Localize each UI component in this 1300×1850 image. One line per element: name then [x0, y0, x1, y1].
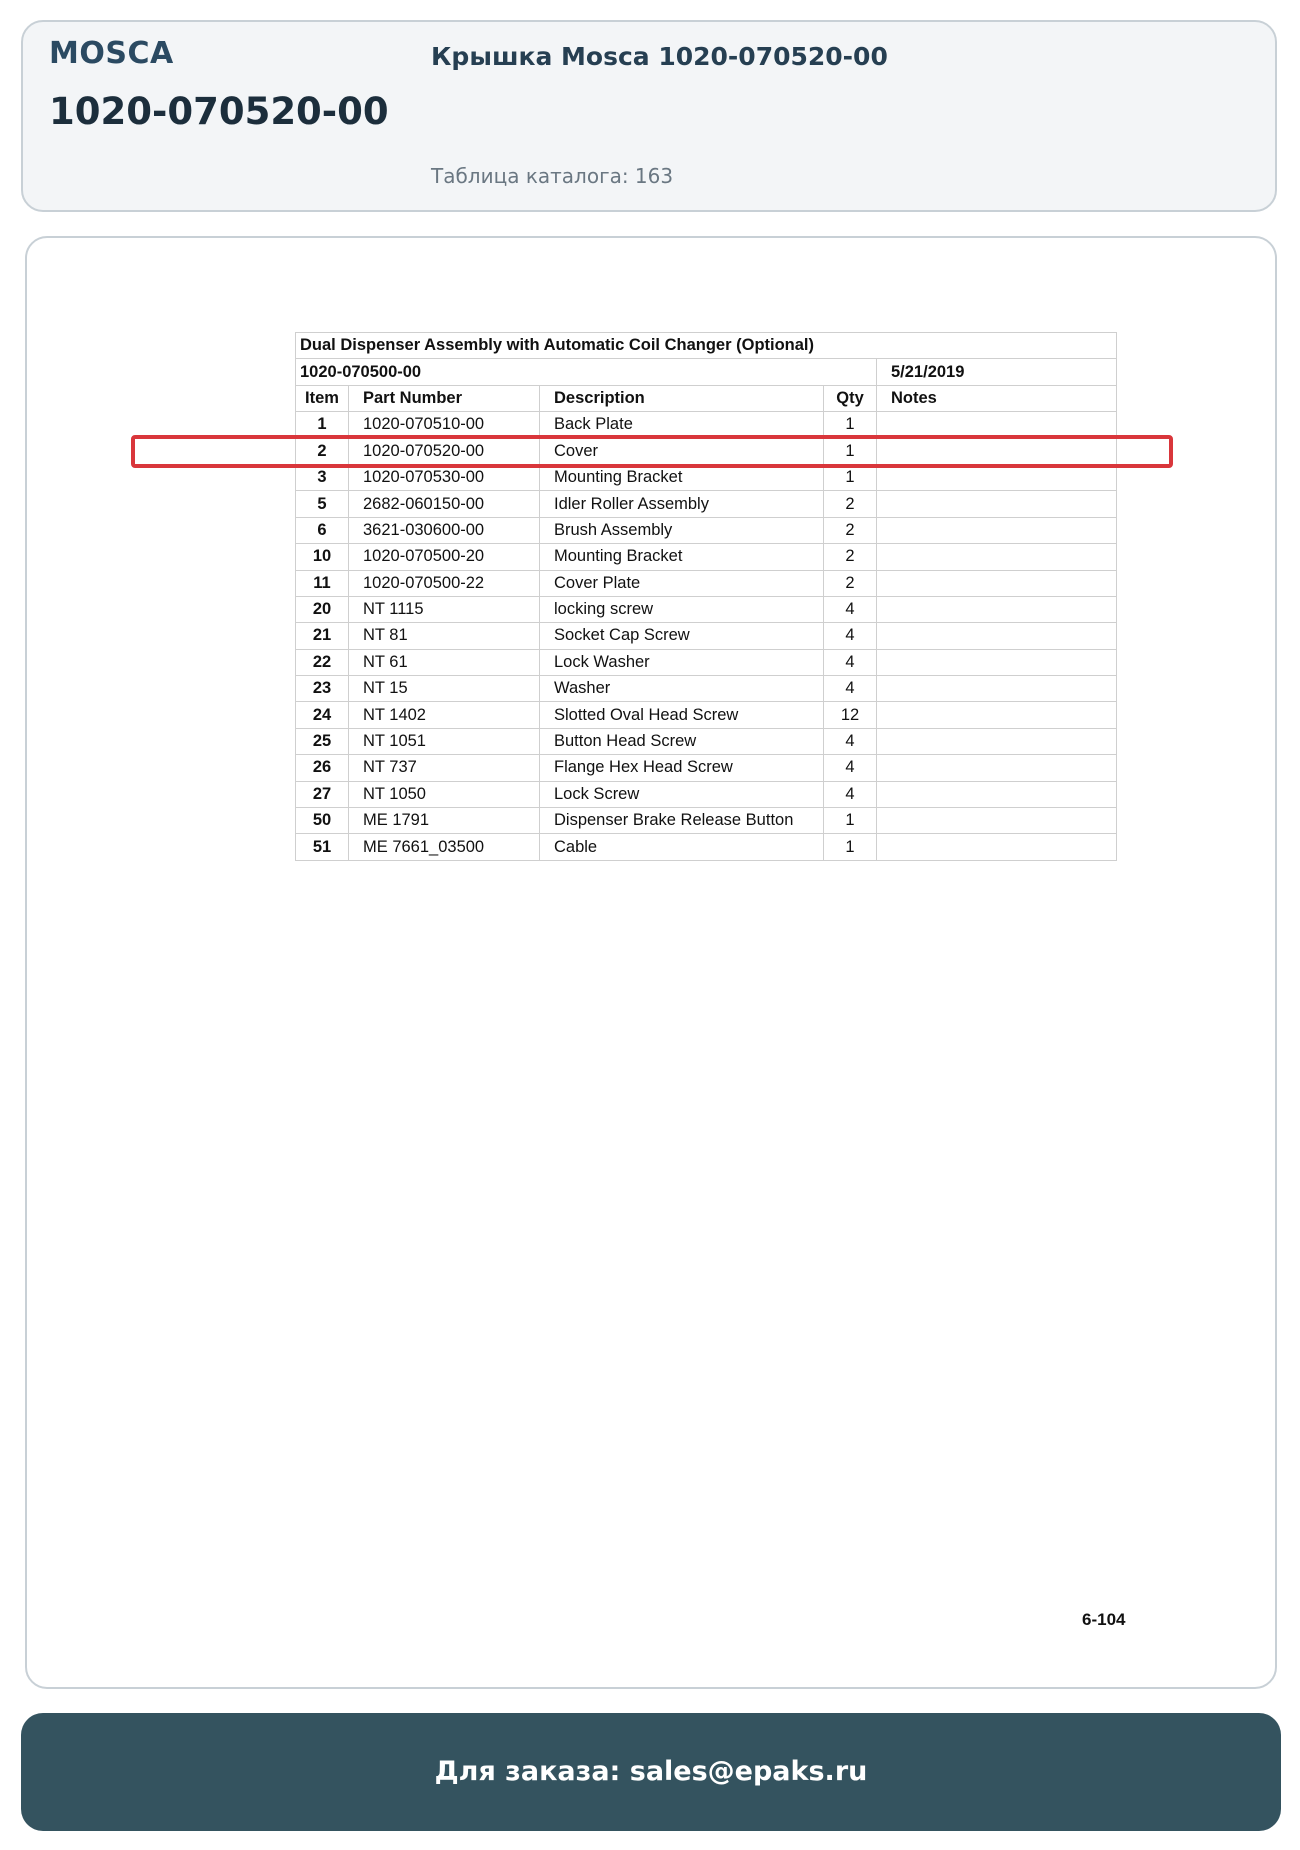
cell-description: Dispenser Brake Release Button [540, 808, 824, 834]
cell-notes [877, 438, 1117, 464]
sheet-title-row [296, 333, 1117, 359]
table-row [296, 808, 1117, 834]
cell-item: 6 [296, 517, 349, 543]
cell-notes [877, 834, 1117, 860]
cell-description: Idler Roller Assembly [540, 491, 824, 517]
cell-description: Cover [540, 438, 824, 464]
cell-notes [877, 517, 1117, 543]
cell-part-number: NT 81 [349, 623, 540, 649]
cell-description: Cover Plate [540, 570, 824, 596]
header-card [21, 20, 1277, 212]
cell-notes [877, 623, 1117, 649]
cell-item: 2 [296, 438, 349, 464]
table-row [296, 676, 1117, 702]
cell-description: locking screw [540, 596, 824, 622]
cell-qty: 4 [824, 596, 877, 622]
cell-item: 3 [296, 464, 349, 490]
cell-qty: 4 [824, 623, 877, 649]
parts-table [295, 332, 1117, 861]
cell-notes [877, 491, 1117, 517]
assembly-number: 1020-070500-00 [296, 359, 877, 385]
order-footer [21, 1713, 1281, 1831]
column-header-notes: Notes [877, 385, 1117, 411]
cell-item: 1 [296, 412, 349, 438]
table-row [296, 517, 1117, 543]
cell-notes [877, 728, 1117, 754]
sheet-subtitle-row [296, 359, 1117, 385]
cell-qty: 4 [824, 649, 877, 675]
cell-notes [877, 755, 1117, 781]
table-row [296, 464, 1117, 490]
table-row [296, 570, 1117, 596]
cell-item: 26 [296, 755, 349, 781]
cell-notes [877, 649, 1117, 675]
table-row [296, 544, 1117, 570]
cell-item: 50 [296, 808, 349, 834]
cell-item: 27 [296, 781, 349, 807]
cell-qty: 2 [824, 491, 877, 517]
cell-description: Back Plate [540, 412, 824, 438]
cell-part-number: 1020-070500-22 [349, 570, 540, 596]
cell-description: Flange Hex Head Screw [540, 755, 824, 781]
cell-part-number: NT 1402 [349, 702, 540, 728]
cell-part-number: ME 7661_03500 [349, 834, 540, 860]
cell-item: 20 [296, 596, 349, 622]
cell-description: Socket Cap Screw [540, 623, 824, 649]
table-row [296, 834, 1117, 860]
column-header-item: Item [296, 385, 349, 411]
sheet-title: Dual Dispenser Assembly with Automatic Coil Changer (Optional) [296, 333, 1117, 359]
cell-part-number: NT 1115 [349, 596, 540, 622]
cell-part-number: NT 1051 [349, 728, 540, 754]
cell-qty: 4 [824, 676, 877, 702]
cell-notes [877, 676, 1117, 702]
cell-qty: 2 [824, 517, 877, 543]
cell-part-number: 3621-030600-00 [349, 517, 540, 543]
table-row [296, 781, 1117, 807]
sheet-date: 5/21/2019 [877, 359, 1117, 385]
cell-description: Cable [540, 834, 824, 860]
cell-part-number: NT 61 [349, 649, 540, 675]
cell-description: Lock Washer [540, 649, 824, 675]
cell-description: Mounting Bracket [540, 544, 824, 570]
table-row [296, 596, 1117, 622]
cell-qty: 1 [824, 464, 877, 490]
part-number: 1020-070520-00 [49, 90, 389, 133]
cell-description: Mounting Bracket [540, 464, 824, 490]
cell-part-number: NT 15 [349, 676, 540, 702]
brand-name: MOSCA [49, 36, 174, 71]
cell-part-number: 1020-070520-00 [349, 438, 540, 464]
cell-qty: 1 [824, 808, 877, 834]
cell-part-number: 2682-060150-00 [349, 491, 540, 517]
cell-description: Slotted Oval Head Screw [540, 702, 824, 728]
cell-part-number: NT 1050 [349, 781, 540, 807]
catalog-table-label: Таблица каталога: 163 [431, 164, 674, 188]
table-header-row [296, 385, 1117, 411]
table-row [296, 755, 1117, 781]
order-contact-text: Для заказа: sales@epaks.ru [434, 1756, 868, 1787]
cell-qty: 12 [824, 702, 877, 728]
cell-notes [877, 781, 1117, 807]
table-row [296, 491, 1117, 517]
cell-notes [877, 412, 1117, 438]
cell-item: 25 [296, 728, 349, 754]
column-header-description: Description [540, 385, 824, 411]
cell-qty: 2 [824, 544, 877, 570]
cell-item: 11 [296, 570, 349, 596]
cell-item: 5 [296, 491, 349, 517]
table-row [296, 438, 1117, 464]
column-header-qty: Qty [824, 385, 877, 411]
cell-description: Washer [540, 676, 824, 702]
table-row [296, 623, 1117, 649]
cell-qty: 4 [824, 755, 877, 781]
cell-qty: 1 [824, 834, 877, 860]
table-row [296, 702, 1117, 728]
cell-qty: 1 [824, 438, 877, 464]
cell-notes [877, 570, 1117, 596]
cell-description: Button Head Screw [540, 728, 824, 754]
cell-notes [877, 808, 1117, 834]
table-row [296, 728, 1117, 754]
product-title: Крышка Mosca 1020-070520-00 [431, 42, 888, 71]
cell-part-number: 1020-070500-20 [349, 544, 540, 570]
cell-part-number: ME 1791 [349, 808, 540, 834]
cell-qty: 1 [824, 412, 877, 438]
table-row [296, 412, 1117, 438]
cell-notes [877, 596, 1117, 622]
cell-item: 10 [296, 544, 349, 570]
cell-item: 51 [296, 834, 349, 860]
page-number: 6-104 [1082, 1610, 1126, 1629]
cell-notes [877, 464, 1117, 490]
cell-description: Lock Screw [540, 781, 824, 807]
cell-notes [877, 544, 1117, 570]
cell-item: 23 [296, 676, 349, 702]
cell-description: Brush Assembly [540, 517, 824, 543]
cell-part-number: 1020-070530-00 [349, 464, 540, 490]
cell-qty: 4 [824, 781, 877, 807]
table-row [296, 649, 1117, 675]
cell-qty: 2 [824, 570, 877, 596]
cell-notes [877, 702, 1117, 728]
cell-part-number: NT 737 [349, 755, 540, 781]
cell-qty: 4 [824, 728, 877, 754]
cell-item: 24 [296, 702, 349, 728]
cell-item: 22 [296, 649, 349, 675]
column-header-part-number: Part Number [349, 385, 540, 411]
cell-part-number: 1020-070510-00 [349, 412, 540, 438]
cell-item: 21 [296, 623, 349, 649]
